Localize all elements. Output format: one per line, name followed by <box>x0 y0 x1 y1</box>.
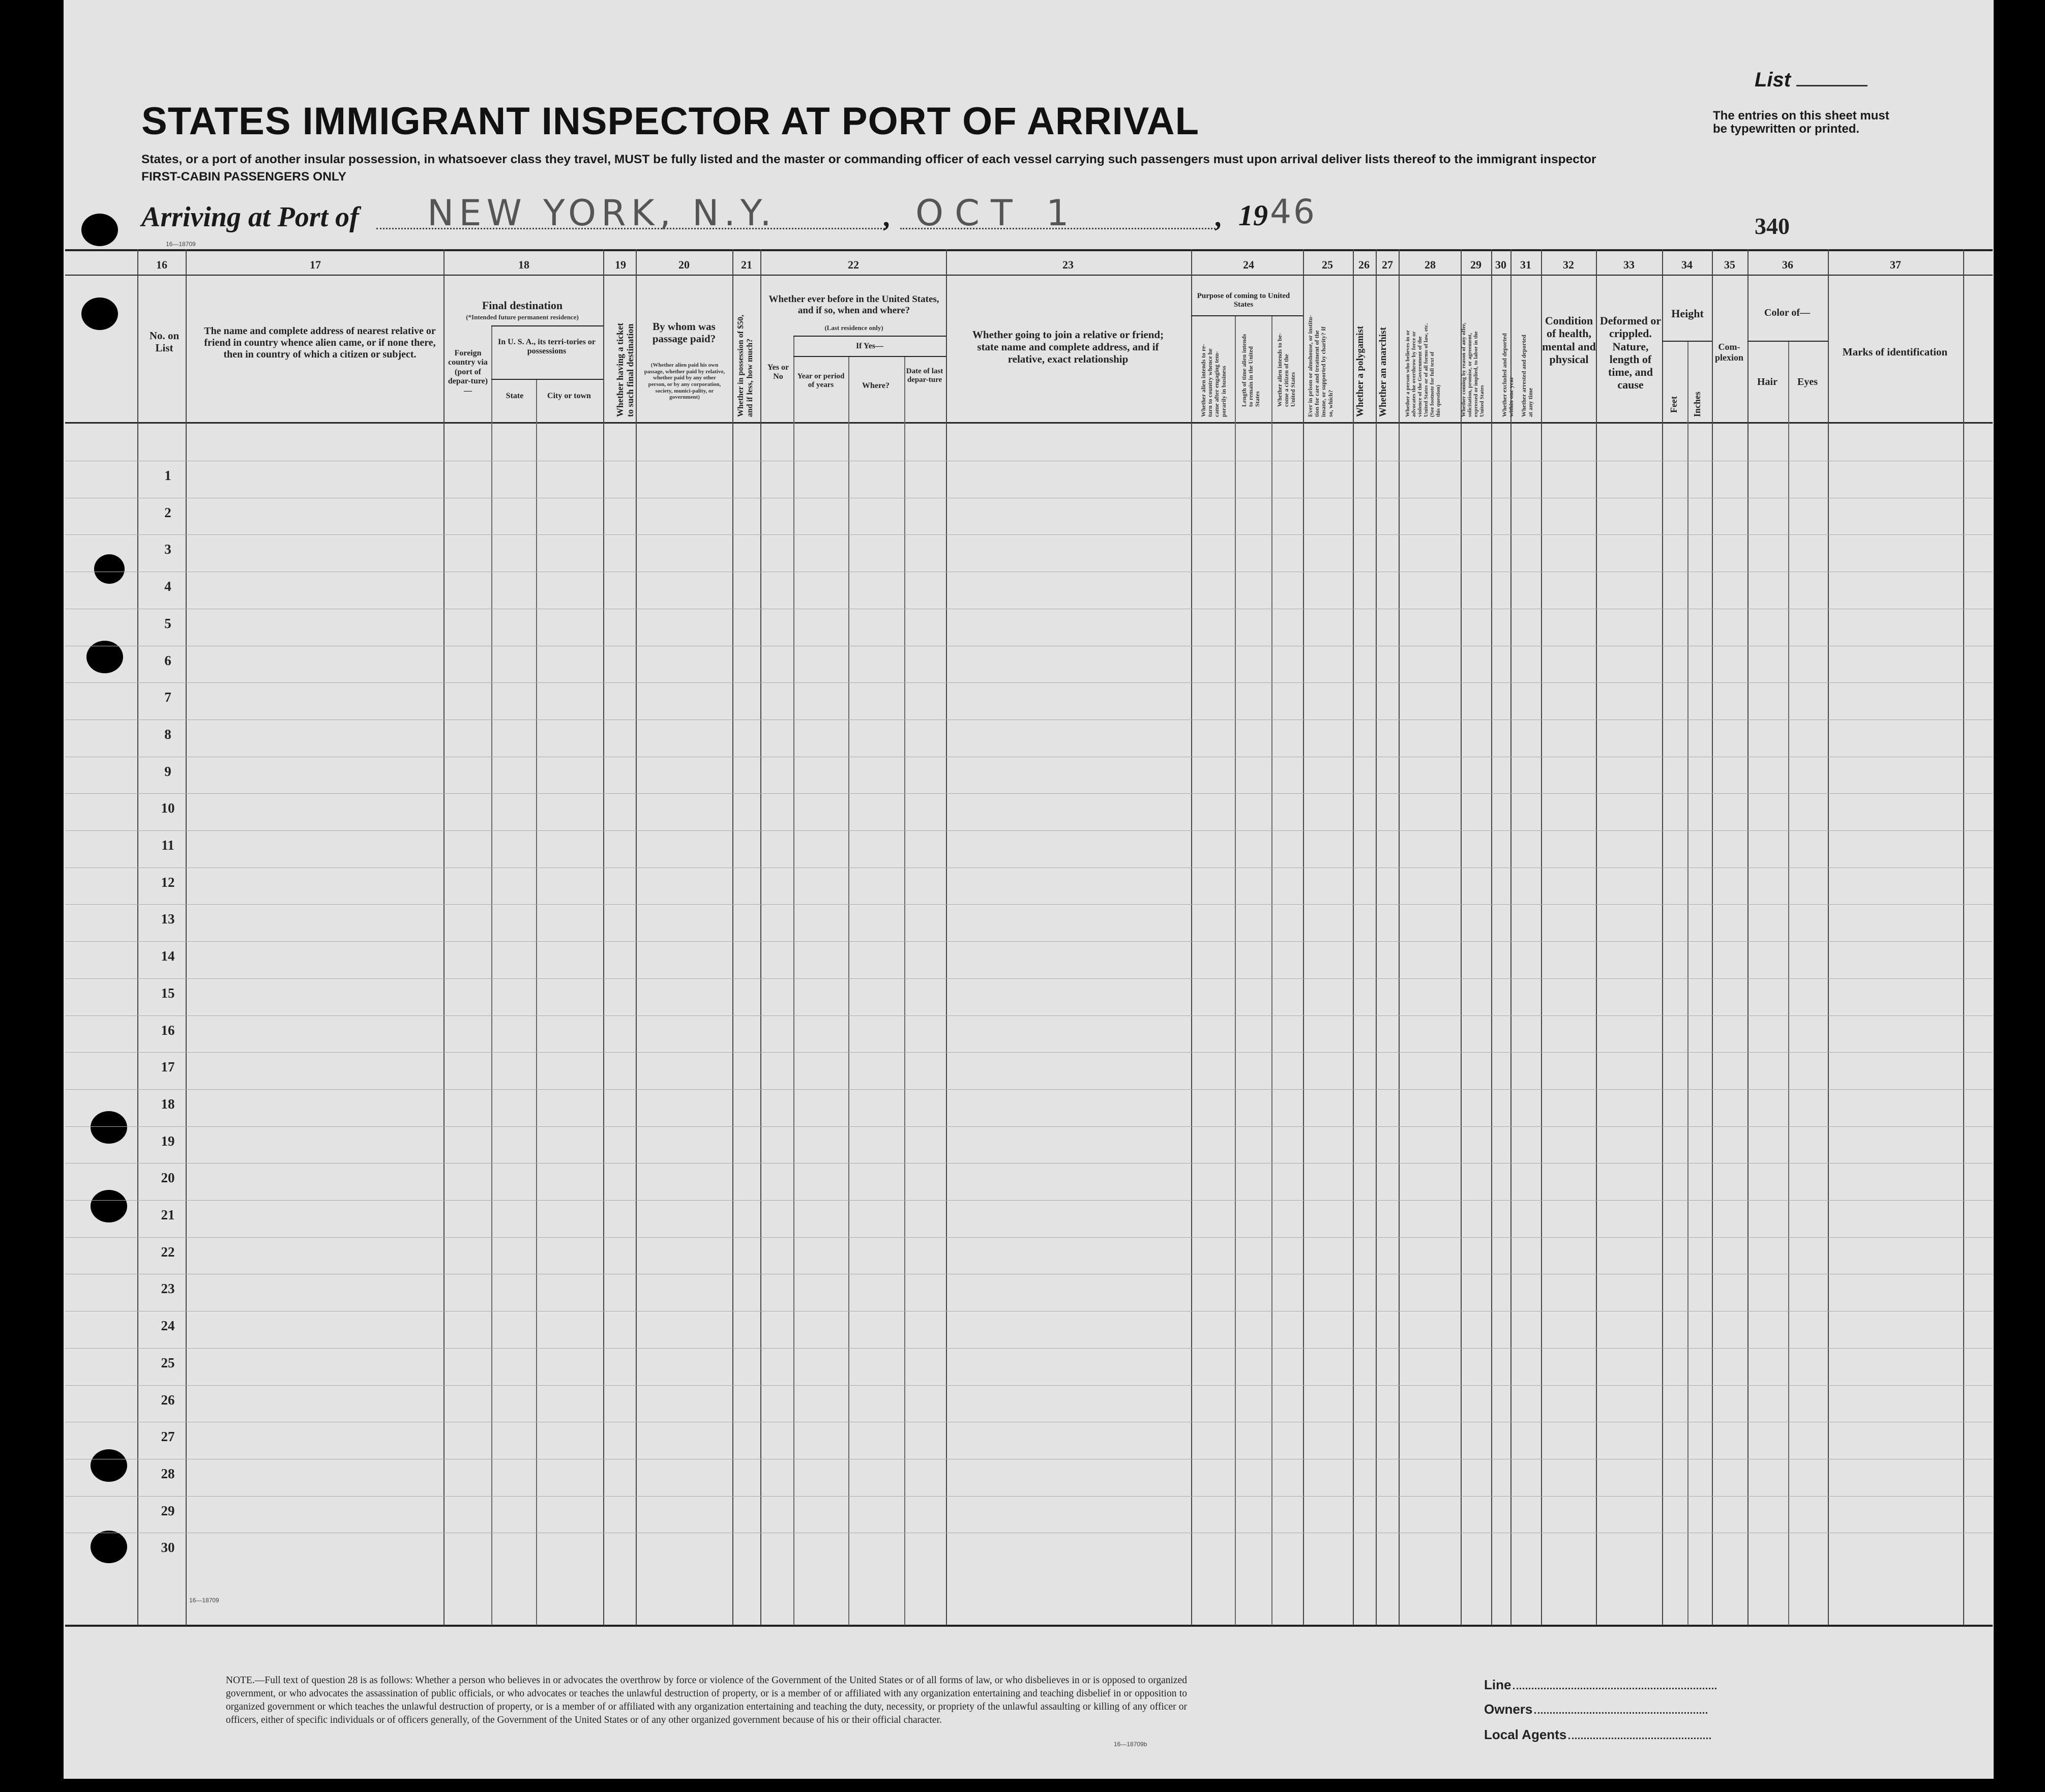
punch-hole <box>94 554 125 584</box>
subcolumn-divider <box>1235 315 1236 1625</box>
column-number: 16 <box>156 258 167 271</box>
row-number: 13 <box>161 911 175 927</box>
subcolumn-divider <box>1788 341 1789 1625</box>
column-number: 17 <box>310 258 321 271</box>
list-label: List <box>1755 69 1868 92</box>
subcolumn-divider <box>793 336 794 1625</box>
column-number: 27 <box>1382 258 1393 271</box>
column-divider <box>1353 249 1354 1625</box>
column-divider <box>1828 249 1829 1625</box>
col22-date-header: Date of last depar-ture <box>906 367 943 384</box>
col32-header: Condition of health, mental and physical <box>1542 314 1596 366</box>
punch-hole <box>91 1449 127 1482</box>
row-rule <box>65 1126 1993 1127</box>
row-rule <box>65 1385 1993 1386</box>
col18-foreign-header: Foreign country via (port of depar-ture)— <box>448 349 488 395</box>
col33-header: Deformed or crippled. Nature, length of time, and cause <box>1599 314 1662 392</box>
column-divider <box>732 249 733 1625</box>
column-number: 31 <box>1520 258 1531 271</box>
row-number: 17 <box>161 1059 175 1074</box>
sheet-number: 340 <box>1755 213 1790 239</box>
line-label: Line <box>1484 1677 1716 1693</box>
header-subrule <box>491 325 603 326</box>
punch-hole <box>81 214 118 246</box>
col18-title: Final destination <box>482 299 563 312</box>
row-rule <box>65 793 1993 794</box>
col24-a-header: Whether alien intends to re- turn to country whence he came after engaging tem- porarily in business <box>1200 344 1227 417</box>
page-title: STATES IMMIGRANT INSPECTOR AT PORT OF ARRIVAL <box>141 100 1200 143</box>
row-number: 5 <box>164 616 171 631</box>
row-number: 26 <box>161 1392 175 1408</box>
col29-header: Whether coming by reason of any offer, solicitation, promise, or agreement, expressed or implied, to labor in the United States <box>1461 322 1486 417</box>
col16-header: No. on List <box>149 330 180 354</box>
col22-subheader: (Last residence only) <box>824 324 883 332</box>
column-divider <box>1747 249 1748 1625</box>
col24-title: Purpose of coming to United States <box>1197 292 1290 309</box>
column-number: 37 <box>1890 258 1901 271</box>
col22-ifyes: If Yes— <box>855 342 884 350</box>
column-divider <box>1303 249 1304 1625</box>
footnote-code: 16—18709b <box>1114 1741 1147 1748</box>
row-number: 16 <box>161 1023 175 1038</box>
col34-title: Height <box>1671 307 1704 320</box>
row-number: 2 <box>164 505 171 520</box>
row-rule <box>65 1089 1993 1090</box>
subcolumn-divider <box>536 379 537 1625</box>
year-prefix: 19 <box>1238 199 1268 232</box>
row-number: 15 <box>161 985 175 1001</box>
punch-hole <box>91 1190 127 1222</box>
date-handwritten: OCT 1 <box>915 192 1080 234</box>
row-number: 6 <box>164 653 171 668</box>
col18-state-header: State <box>506 392 524 400</box>
row-rule <box>65 978 1993 979</box>
col17-header: The name and complete address of nearest relative or friend in country whence alien came, or if none there, then in country of which a citizen or subject. <box>204 325 436 360</box>
column-divider <box>1662 249 1663 1625</box>
column-divider <box>1596 249 1597 1625</box>
column-divider <box>1461 249 1462 1625</box>
row-number: 9 <box>164 764 171 779</box>
column-divider <box>1510 249 1511 1625</box>
row-number: 24 <box>161 1318 175 1333</box>
column-number: 19 <box>615 258 626 271</box>
column-divider <box>1376 249 1377 1625</box>
punch-hole <box>81 297 118 330</box>
table-bottom-rule <box>65 1625 1993 1627</box>
col37-header: Marks of identification <box>1842 346 1948 358</box>
header-subrule <box>1662 341 1712 342</box>
subcolumn-divider <box>848 356 849 1625</box>
row-number: 7 <box>164 690 171 705</box>
row-number: 8 <box>164 727 171 742</box>
col18-usa-header: In U. S. A., its terri-tories or possessions <box>498 338 596 356</box>
row-number: 25 <box>161 1355 175 1370</box>
col26-header: Whether a polygamist <box>1355 325 1366 417</box>
row-number: 14 <box>161 948 175 964</box>
row-rule <box>65 1052 1993 1053</box>
column-number: 26 <box>1358 258 1370 271</box>
col28-header: Whether a person who believes in or advocates the overthrow by force or violence of the Government of the United States or of all forms of law, etc. (See footnote for full text of this question) <box>1405 323 1442 417</box>
header-subrule <box>1191 315 1303 316</box>
manifest-sheet <box>64 0 1994 1779</box>
col24-c-header: Whether alien intends to be- come a citizen of the United States <box>1276 333 1297 407</box>
column-divider <box>760 249 761 1625</box>
row-rule <box>65 904 1993 905</box>
col19-header: Whether having a ticket to such final destination <box>615 322 635 417</box>
row-number: 4 <box>164 579 171 594</box>
col30-header: Whether excluded and deported within one year <box>1501 333 1515 417</box>
col23-header: Whether going to join a relative or friend; state name and complete address, and if relative, exact relationship <box>972 328 1164 366</box>
column-number: 29 <box>1470 258 1481 271</box>
column-number: 36 <box>1782 258 1793 271</box>
row-number: 22 <box>161 1244 175 1260</box>
row-number: 20 <box>161 1170 175 1185</box>
row-number: 1 <box>164 468 171 483</box>
column-divider <box>946 249 947 1625</box>
column-divider <box>1399 249 1400 1625</box>
col36-title: Color of— <box>1764 307 1811 318</box>
col34-feet-header: Feet <box>1669 396 1679 413</box>
col22-where-header: Where? <box>862 381 890 390</box>
row-number: 23 <box>161 1281 175 1296</box>
col18-subtitle: (*Intended future permanent residence) <box>466 313 579 321</box>
row-number: 29 <box>161 1503 175 1518</box>
header-subrule <box>793 336 946 337</box>
col22-header: Whether ever before in the United States, and if so, when and where? <box>768 294 939 316</box>
port-handwritten: NEW YORK, N.Y. <box>427 192 777 234</box>
row-rule <box>65 682 1993 683</box>
col24-b-header: Length of time alien intends to remain in the United States <box>1240 334 1261 407</box>
number-row-rule <box>65 275 1993 276</box>
header-subrule <box>793 356 946 357</box>
local-agents-label: Local Agents <box>1484 1727 1711 1743</box>
column-number: 34 <box>1681 258 1693 271</box>
subcolumn-divider <box>1271 315 1272 1625</box>
column-number: 20 <box>678 258 690 271</box>
col22-year-header: Year or period of years <box>797 372 845 390</box>
row-number: 12 <box>161 875 175 890</box>
row-rule <box>65 1496 1993 1497</box>
col34-inches-header: Inches <box>1692 391 1702 417</box>
col36-hair-header: Hair <box>1757 376 1777 387</box>
footnote-question-28: NOTE.—Full text of question 28 is as follows: Whether a person who believes in or advocates the overthrow by force or violence of the Government of the United States or of all forms of law, or who disbelieves in or is opposed to organized government, or who advocates the assassination of public officials, or who advocates or teaches the unlawful destruction of property, or is a member of or affiliated with any organization entertaining and teaching disbelief in or opposition to organized government or which teaches the unlawful destruction of property, or is a member of or affiliated with any organization entertaining and teaching the duty, necessity, or propriety of the unlawful assaulting or killing of any officer or officers, either of specific individuals or of officers generally, of the Government of the United States or of any other organized government because of his or their official character. <box>226 1675 1187 1725</box>
column-divider <box>1963 249 1964 1625</box>
row-number: 3 <box>164 542 171 557</box>
column-divider <box>1491 249 1492 1625</box>
subcolumn-divider <box>491 325 492 1625</box>
col36-eyes-header: Eyes <box>1797 376 1818 387</box>
top-rule <box>65 249 1993 251</box>
column-divider <box>636 249 637 1625</box>
column-number: 24 <box>1243 258 1254 271</box>
column-number: 30 <box>1495 258 1506 271</box>
column-divider <box>1541 249 1542 1625</box>
subcolumn-divider <box>1687 341 1688 1625</box>
form-code-bottom: 16—18709 <box>189 1597 219 1604</box>
col22-yesno-header: Yes or No <box>767 363 789 381</box>
row-number: 28 <box>161 1466 175 1481</box>
col25-header: Ever in prison or almshouse, or institu- tion for care and treatment of the insane, or supported by charity? If so, which? <box>1307 315 1334 417</box>
comma-separator: , <box>1216 201 1223 233</box>
column-divider <box>1712 249 1713 1625</box>
column-divider <box>186 249 187 1625</box>
comma-separator: , <box>884 201 891 233</box>
header-subrule <box>491 379 603 380</box>
row-number: 18 <box>161 1096 175 1112</box>
punch-hole <box>91 1111 127 1144</box>
typewritten-note <box>1713 109 1889 136</box>
owners-label: Owners <box>1484 1701 1707 1717</box>
column-number: 32 <box>1563 258 1574 271</box>
col20-header: By whom was passage paid? <box>652 320 716 345</box>
row-number: 19 <box>161 1133 175 1149</box>
column-number: 21 <box>741 258 752 271</box>
typewritten-note-line: be typewritten or printed. <box>1713 122 1860 136</box>
column-divider <box>137 249 138 1625</box>
row-rule <box>65 941 1993 942</box>
row-rule <box>65 1200 1993 1201</box>
typewritten-note-line: The entries on this sheet must <box>1713 109 1889 123</box>
row-number: 21 <box>161 1207 175 1222</box>
column-number: 25 <box>1322 258 1333 271</box>
row-number: 10 <box>161 800 175 816</box>
column-divider <box>1191 249 1192 1625</box>
form-code-top: 16—18709 <box>166 241 196 248</box>
header-subrule <box>1747 341 1828 342</box>
column-number: 28 <box>1425 258 1436 271</box>
column-number: 35 <box>1724 258 1735 271</box>
column-divider <box>603 249 604 1625</box>
col27-header: Whether an anarchist <box>1378 327 1388 417</box>
row-number: 11 <box>161 838 174 853</box>
column-divider <box>443 249 444 1625</box>
column-number: 18 <box>518 258 529 271</box>
class-line: FIRST-CABIN PASSENGERS ONLY <box>141 170 346 184</box>
row-rule <box>65 1237 1993 1238</box>
year-handwritten: 46 <box>1270 192 1317 231</box>
col35-header: Com-plexion <box>1714 342 1743 363</box>
column-number: 33 <box>1623 258 1635 271</box>
col21-header: Whether in possession of $50, and if less, how much? <box>736 314 754 417</box>
row-rule <box>65 830 1993 831</box>
col18-city-header: City or town <box>547 392 591 400</box>
column-number: 22 <box>848 258 859 271</box>
header-bottom-rule <box>65 422 1993 424</box>
row-rule <box>65 1348 1993 1349</box>
col20-subheader: (Whether alien paid his own passage, whether paid by relative, whether paid by any other person, or by any corporation, society, munici-pality, or government) <box>644 362 725 401</box>
row-number: 27 <box>161 1429 175 1444</box>
row-number: 30 <box>161 1540 175 1555</box>
row-rule <box>65 534 1993 535</box>
col31-header: Whether arrested and deported at any time <box>1520 335 1534 417</box>
column-number: 23 <box>1062 258 1074 271</box>
instruction-line: States, or a port of another insular possession, in whatsoever class they travel, MUST be fully listed and the master or commanding officer of each vessel carrying such passengers must upon arrival deliver lists thereof to the immigrant inspector <box>141 153 1596 166</box>
punch-hole <box>91 1531 127 1563</box>
subcolumn-divider <box>904 356 905 1625</box>
arriving-label: Arriving at Port of <box>141 201 359 233</box>
